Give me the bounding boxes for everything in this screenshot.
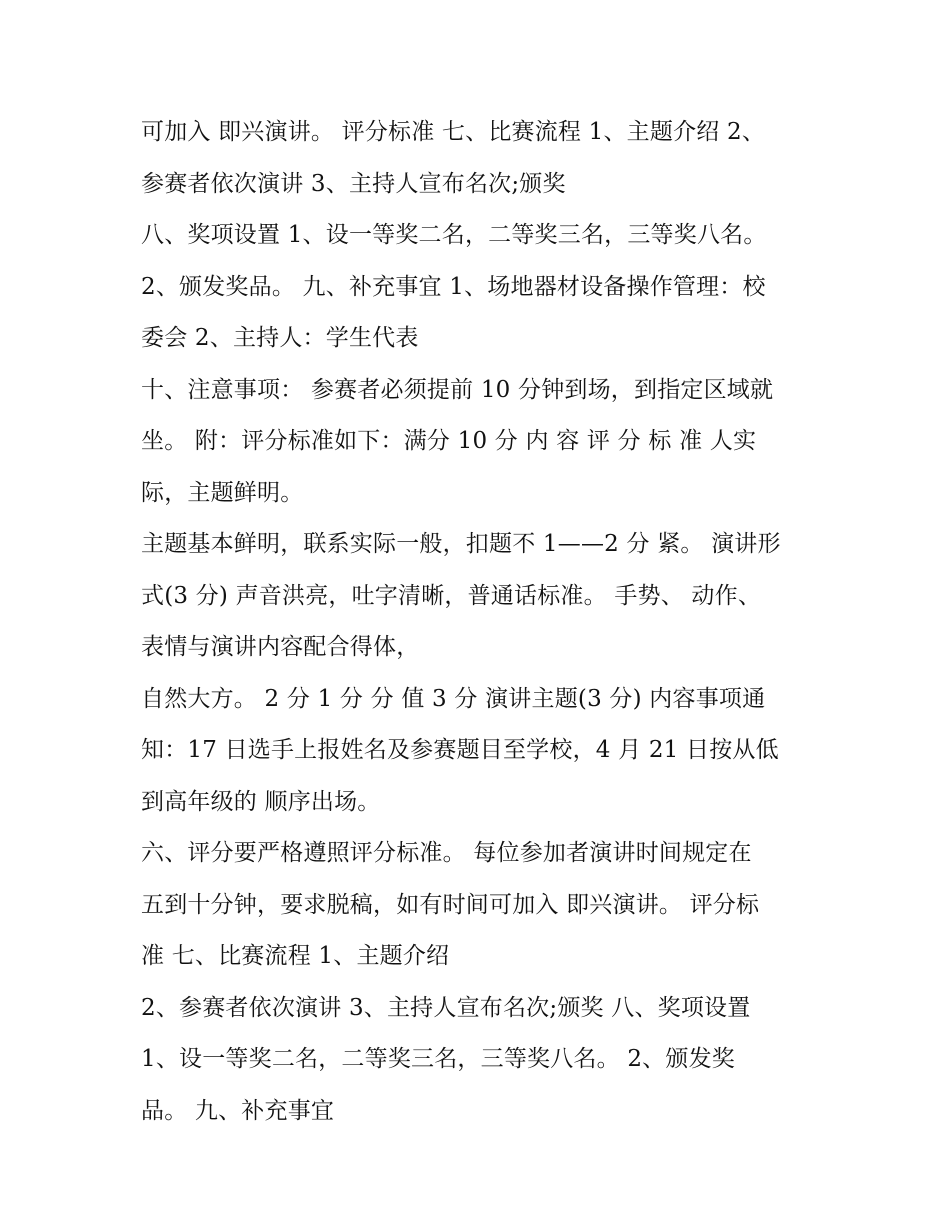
text-line: 十、注意事项： 参赛者必须提前 10 分钟到场，到指定区域就 <box>141 376 774 403</box>
text-line: 六、评分要严格遵照评分标准。 每位参加者演讲时间规定在 <box>141 840 752 866</box>
text-line: 知：17 日选手上报姓名及参赛题目至学校，4 月 21 日按从低 <box>141 737 779 763</box>
text-line: 2、参赛者依次演讲 3、主持人宣布名次;颁奖 八、奖项设置 <box>141 994 751 1021</box>
text-line: 八、奖项设置 1、设一等奖二名，二等奖三名，三等奖八名。 <box>141 222 767 248</box>
text-line: 坐。 附：评分标准如下：满分 10 分 内 容 评 分 标 准 人实 <box>141 428 757 454</box>
text-line: 委会 2、主持人：学生代表 <box>141 325 419 351</box>
text-line: 参赛者依次演讲 3、主持人宣布名次;颁奖 <box>141 170 566 197</box>
text-line: 自然大方。 2 分 1 分 分 值 3 分 演讲主题(3 分) 内容事项通 <box>141 685 766 712</box>
text-line: 准 七、比赛流程 1、主题介绍 <box>141 943 450 969</box>
text-line: 表情与演讲内容配合得体， <box>141 634 420 660</box>
text-line: 主题基本鲜明，联系实际一般，扣题不 1——2 分 紧。 演讲形 <box>141 531 781 557</box>
text-line: 五到十分钟，要求脱稿，如有时间可加入 即兴演讲。 评分标 <box>141 891 760 918</box>
text-line: 品。 九、补充事宜 <box>141 1097 335 1124</box>
text-line: 到高年级的 顺序出场。 <box>141 788 381 815</box>
text-line: 1、设一等奖二名，二等奖三名，三等奖八名。 2、颁发奖 <box>141 1046 735 1072</box>
text-line: 式(3 分) 声音洪亮，吐字清晰，普通话标准。 手势、 动作、 <box>141 582 762 609</box>
document-body <box>141 107 821 1137</box>
text-line: 可加入 即兴演讲。 评分标准 七、比赛流程 1、主题介绍 2、 <box>141 119 766 145</box>
text-line: 2、颁发奖品。 九、补充事宜 1、场地器材设备操作管理：校 <box>141 273 766 300</box>
text-line: 际，主题鲜明。 <box>141 479 304 506</box>
